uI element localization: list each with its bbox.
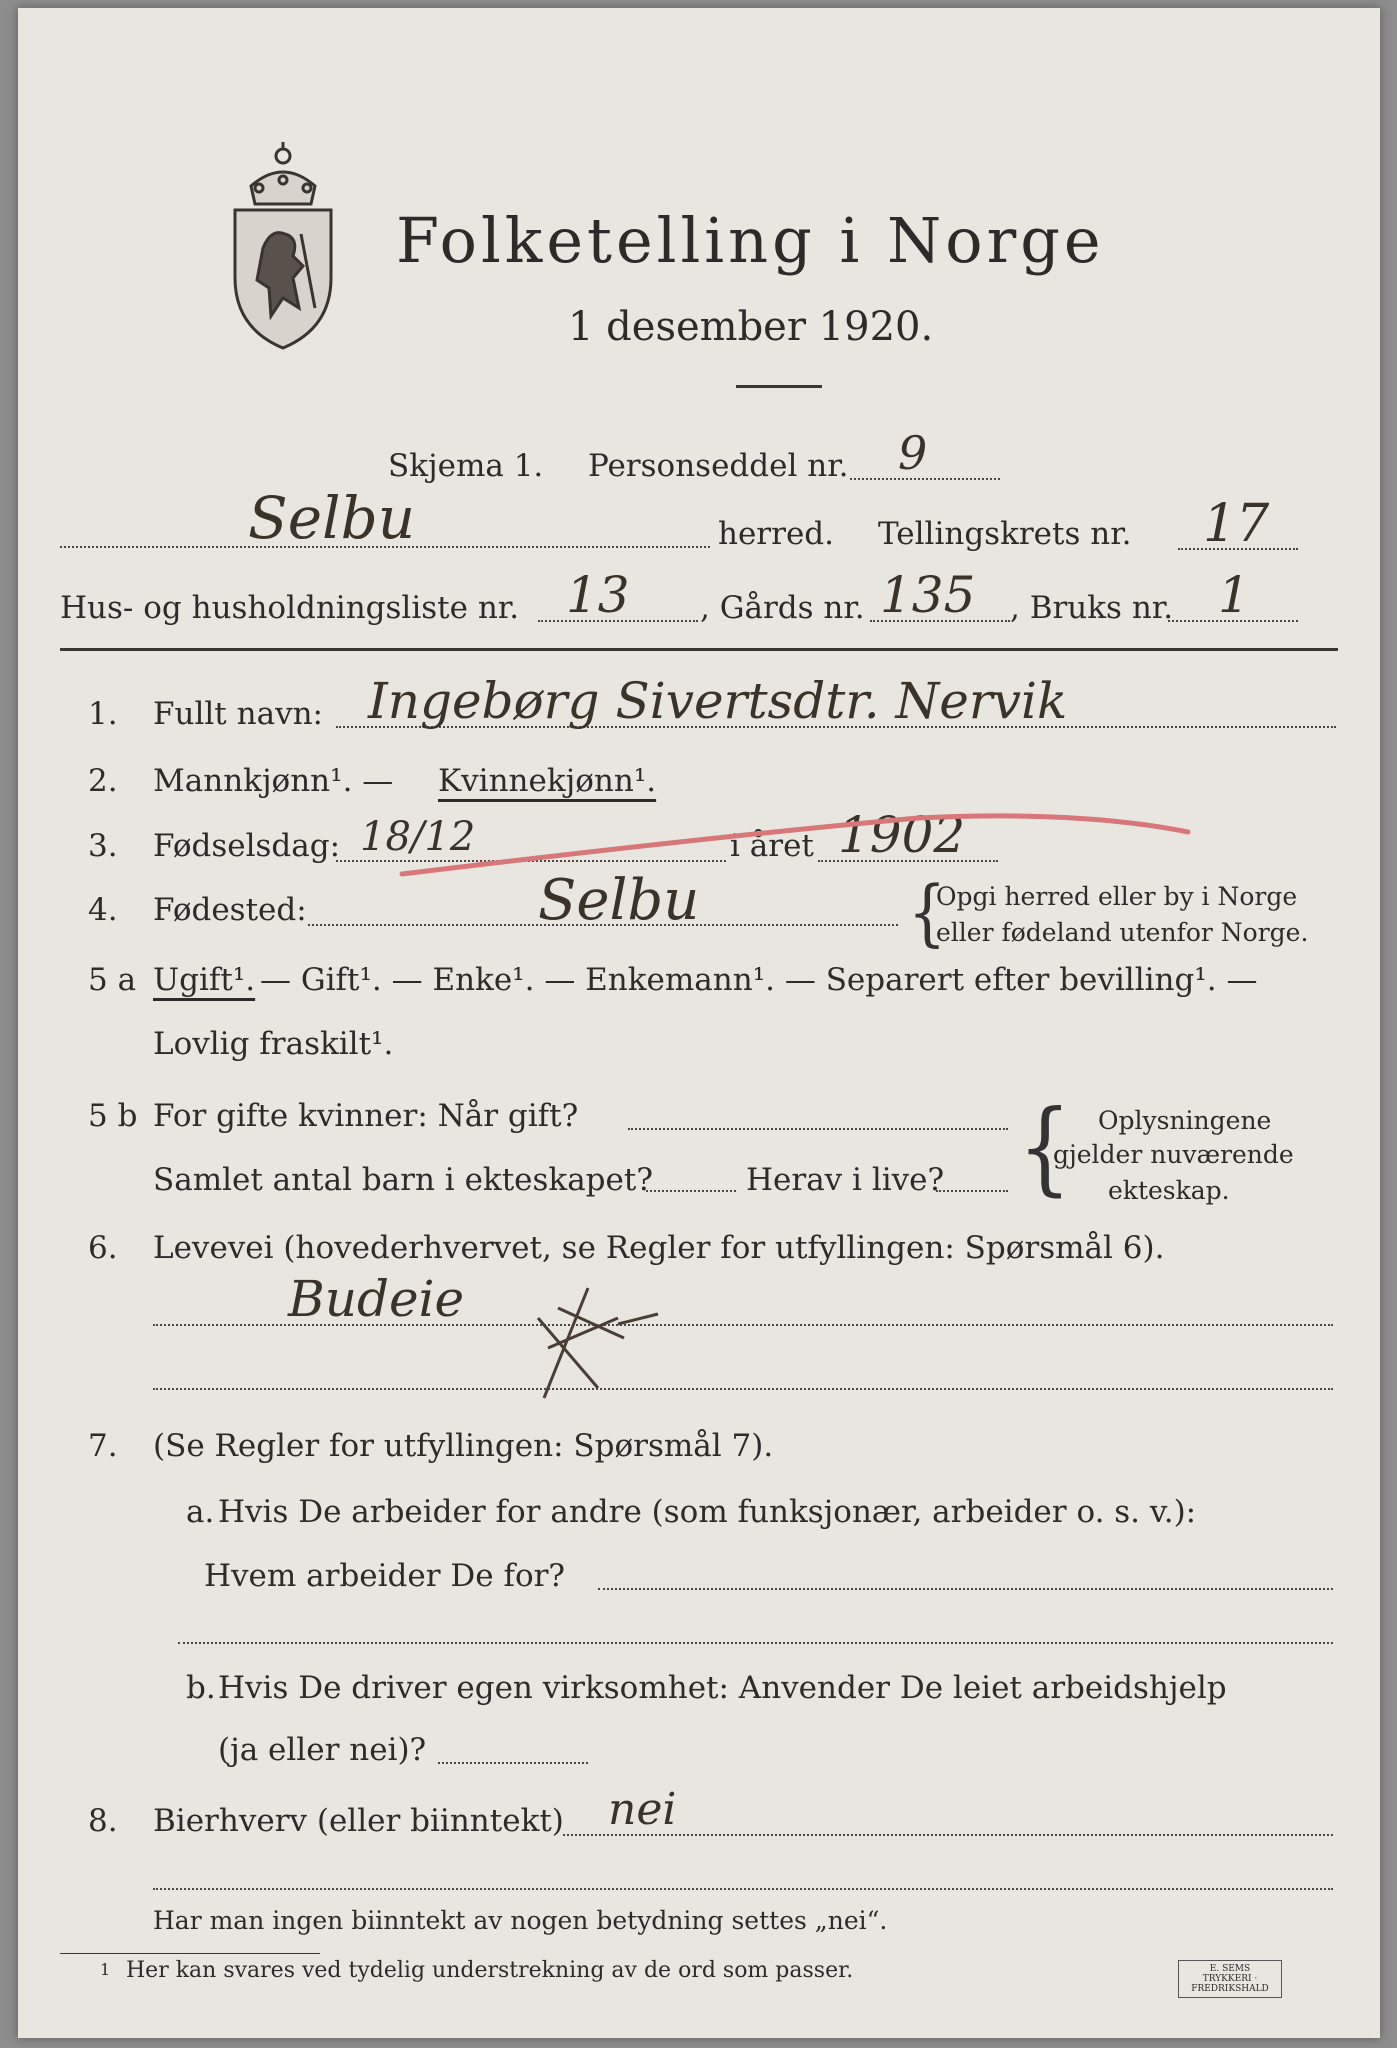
herred-value: Selbu — [248, 484, 416, 552]
q8-side-income: nei — [608, 1784, 677, 1835]
q5b-note-1: Oplysningene — [1098, 1106, 1272, 1135]
q5b-line-1 — [628, 1128, 1008, 1130]
bruks-value: 1 — [1218, 566, 1250, 624]
q2-male: Mannkjønn¹. — — [153, 763, 394, 799]
q3-label: Fødselsdag: — [153, 828, 341, 864]
census-form — [18, 8, 1380, 2038]
q5b-note-2: gjelder nuværende — [1053, 1140, 1294, 1169]
q8-number: 8. — [88, 1803, 118, 1839]
census-date: 1 desember 1920. — [568, 304, 934, 350]
gards-label: , Gårds nr. — [700, 590, 865, 626]
q5b-label-1: For gifte kvinner: Når gift? — [153, 1098, 579, 1134]
hus-value: 13 — [566, 566, 630, 624]
coat-of-arms-emblem — [223, 138, 343, 353]
q7a-text: Hvis De arbeider for andre (som funksjonær, arbeider o. s. v.): — [218, 1494, 1197, 1530]
q6-line-2 — [153, 1388, 1333, 1390]
q3-number: 3. — [88, 828, 118, 864]
q5b-label-2: Samlet antal barn i ekteskapet? — [153, 1162, 653, 1198]
q8-line-1 — [563, 1834, 1333, 1836]
q7-label: (Se Regler for utfyllingen: Spørsmål 7). — [153, 1428, 774, 1464]
form-title: Folketelling i Norge — [396, 204, 1105, 277]
q7b-letter: b. — [186, 1670, 216, 1706]
q1-number: 1. — [88, 696, 118, 732]
q3-year-label: i året — [730, 828, 814, 864]
q5b-number: 5 b — [88, 1098, 138, 1134]
q5a-line2: Lovlig fraskilt¹. — [153, 1026, 394, 1062]
q4-number: 4. — [88, 892, 118, 928]
q4-brace: { — [908, 871, 947, 955]
tellingskrets-label: Tellingskrets nr. — [878, 516, 1132, 552]
q3-birthday: 18/12 — [360, 814, 476, 860]
q4-note-2: eller fødeland utenfor Norge. — [936, 918, 1309, 947]
q2-female-underlined: Kvinnekjønn¹. — [438, 763, 657, 799]
q7a-question: Hvem arbeider De for? — [204, 1558, 566, 1594]
q7a-line-2 — [178, 1642, 1333, 1644]
q1-full-name: Ingebørg Sivertsdtr. Nervik — [368, 672, 1068, 730]
q4-birthplace: Selbu — [538, 868, 700, 933]
q5b-note-3: ekteskap. — [1108, 1176, 1230, 1205]
q7b-text: Hvis De driver egen virksomhet: Anvender De leiet arbeidshjelp — [218, 1670, 1227, 1706]
bruks-label: , Bruks nr. — [1010, 590, 1174, 626]
q5b-line-3 — [936, 1190, 1008, 1192]
q5b-brace: { — [1018, 1088, 1072, 1206]
skjema-label: Skjema 1. — [388, 448, 544, 484]
tellingskrets-value: 17 — [1203, 494, 1270, 554]
q7b-question: (ja eller nei)? — [218, 1732, 427, 1768]
q5a-number: 5 a — [88, 962, 137, 998]
q5b-line-2 — [646, 1190, 736, 1192]
q8-label: Bierhverv (eller biinntekt) — [153, 1803, 564, 1839]
q5a-options: — Gift¹. — Enke¹. — Enkemann¹. — Separert efter bevilling¹. — — [260, 962, 1258, 998]
footer-note: Har man ingen biinntekt av nogen betydning settes „nei“. — [153, 1906, 888, 1935]
q7-number: 7. — [88, 1428, 118, 1464]
q5b-label-3: Herav i live? — [746, 1162, 945, 1198]
q7a-line-1 — [598, 1588, 1333, 1590]
q4-note-1: Opgi herred eller by i Norge — [936, 882, 1298, 911]
q3-birth-year: 1902 — [838, 806, 966, 864]
q6-number: 6. — [88, 1230, 118, 1266]
q7b-line — [438, 1762, 588, 1764]
q4-label: Fødested: — [153, 892, 307, 928]
q8-line-2 — [153, 1888, 1333, 1890]
footnote-divider — [60, 1953, 320, 1954]
header-divider — [60, 648, 1338, 651]
red-pencil-stroke — [398, 798, 1198, 888]
personseddel-label: Personseddel nr. — [588, 448, 849, 484]
q1-label: Fullt navn: — [153, 696, 323, 732]
gards-value: 135 — [880, 566, 976, 624]
q6-label: Levevei (hovederhvervet, se Regler for utfyllingen: Spørsmål 6). — [153, 1230, 1165, 1266]
footnote-text: Her kan svares ved tydelig understrekning av de ord som passer. — [126, 1958, 854, 1983]
personseddel-value: 9 — [898, 426, 928, 480]
q7a-letter: a. — [186, 1494, 215, 1530]
printer-mark: E. SEMS TRYKKERI · FREDRIKSHALD — [1178, 1960, 1282, 1998]
title-divider — [736, 385, 822, 388]
q5a-ugift-underlined: Ugift¹. — [153, 962, 256, 998]
q2-number: 2. — [88, 763, 118, 799]
q6-occupation: Budeie — [288, 1270, 465, 1328]
hus-label: Hus- og husholdningsliste nr. — [60, 590, 520, 626]
herred-label: herred. — [718, 516, 834, 552]
footnote-number: 1 — [100, 1960, 111, 1979]
